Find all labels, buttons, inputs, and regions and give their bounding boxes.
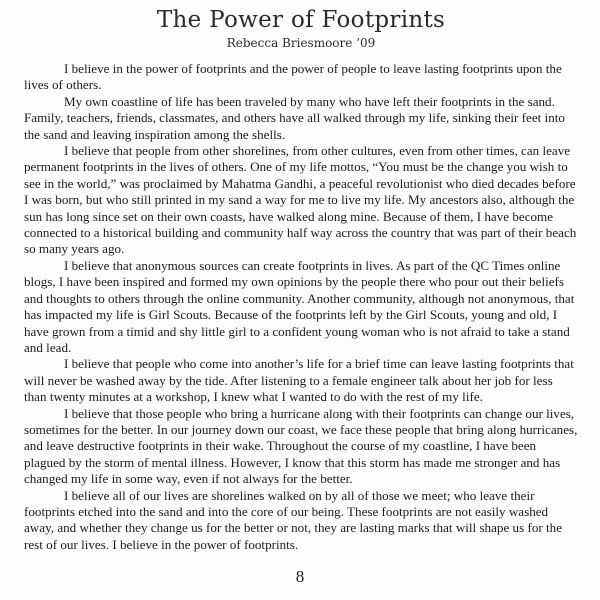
essay-title: The Power of Footprints xyxy=(156,7,446,33)
essay-author: Rebecca Briesmoore ’09 xyxy=(226,36,376,50)
essay-body xyxy=(24,61,578,553)
paragraph-1: I believe in the power of footprints and the power of people to leave lasting footprints upon the lives of others. xyxy=(24,61,562,93)
paragraph-4: I believe that anonymous sources can create footprints in lives. As part of the QC Times online blogs, I have been inspired and formed my own opinions by the people there who pour out their beliefs and thoughts to others through the online community. Another community, although not anonymous, that has impacted my life is Girl Scouts. Because of the footprints left by the Girl Scouts, young and old, I have grown from a timid and shy little girl to a confident young woman who is not afraid to take a stand and lead. xyxy=(24,257,575,355)
paragraph-6: I believe that those people who bring a hurricane along with their footprints can change our lives, sometimes for the better. In our journey down our coast, we face these people that bring along hurricanes, and leave destructive footprints in their wake. Throughout the course of my coastline, I have been plagued by the storm of mental illness. However, I know that this storm has made me stronger and has changed my life in some way, even if not always for the better. xyxy=(24,405,578,487)
paragraph-7: I believe all of our lives are shorelines walked on by all of those we meet; who leave their footprints etched into the sand and into the core of our being. These footprints are not easily washed away, and whether they change us for the better or not, they are lasting marks that will shape us for the rest of our lives. I believe in the power of footprints. xyxy=(24,487,563,552)
paragraph-3: I believe that people from other shorelines, from other cultures, even from other times, can leave permanent footprints in the lives of others. One of my life mottos, “You must be the change you wish to see in the world,” was proclaimed by Mahatma Gandhi, a peaceful revolutionist who died decades before I was born, but who still printed in my sand a way for me to live my life. My ancestors also, although the sun has long since set on their own coasts, have walked along mine. Because of them, I have become connected to a historical building and community half way across the country that was part of their beach so many years ago. xyxy=(24,143,577,257)
paragraph-2: My own coastline of life has been traveled by many who have left their footprints in the sand. Family, teachers, friends, classmates, and others have all walked through my life, sinking their feet into the sand and leaving inspiration among the shells. xyxy=(24,93,565,142)
paragraph-5: I believe that people who come into another’s life for a brief time can leave lasting footprints that will never be washed away by the tide. After listening to a female engineer talk about her job for less than twenty minutes at a workshop, I knew what I wanted to do with the rest of my life. xyxy=(24,356,574,405)
page-number: 8 xyxy=(295,567,305,586)
